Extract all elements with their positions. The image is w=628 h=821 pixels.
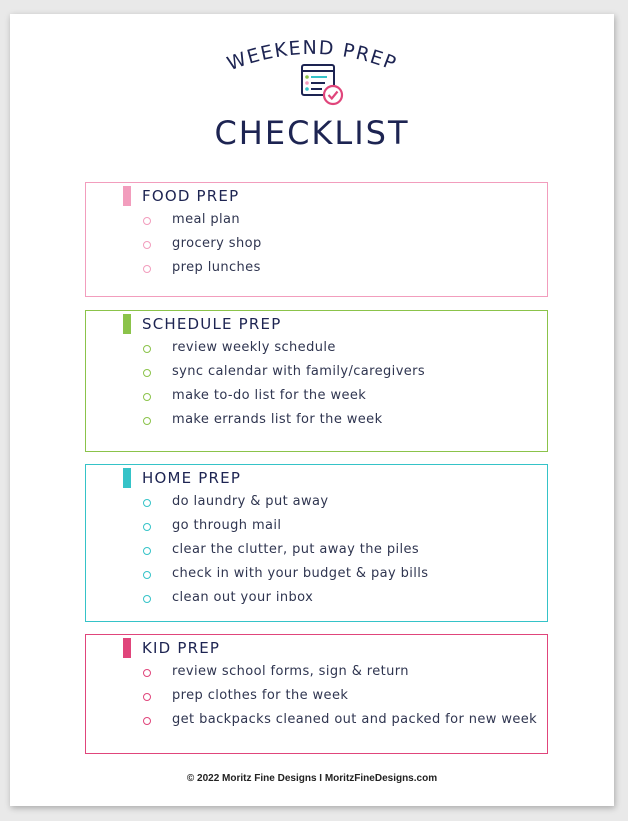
page-title: CHECKLIST (214, 114, 410, 152)
section-title: HOME PREP (142, 469, 242, 487)
checkbox-circle-icon[interactable] (143, 595, 151, 603)
checkbox-circle-icon[interactable] (143, 499, 151, 507)
section-color-tab (123, 468, 131, 488)
section-color-tab (123, 186, 131, 206)
checkbox-circle-icon[interactable] (143, 241, 151, 249)
checkbox-circle-icon[interactable] (143, 417, 151, 425)
section-kid-prep: KID PREP review school forms, sign & return prep clothes for the week get backpacks cleaned out and packed for new week (85, 634, 548, 754)
checkbox-circle-icon[interactable] (143, 369, 151, 377)
checkbox-circle-icon[interactable] (143, 571, 151, 579)
checkbox-circle-icon[interactable] (143, 693, 151, 701)
section-schedule-prep: SCHEDULE PREP review weekly schedule sync calendar with family/caregivers make to-do list for the week make errands list for the week (85, 310, 548, 452)
section-color-tab (123, 638, 131, 658)
section-title: KID PREP (142, 639, 221, 657)
section-title: FOOD PREP (142, 187, 240, 205)
checkbox-circle-icon[interactable] (143, 547, 151, 555)
checkbox-circle-icon[interactable] (143, 717, 151, 725)
checkbox-circle-icon[interactable] (143, 345, 151, 353)
copyright-footer: © 2022 Moritz Fine Designs I MoritzFineDesigns.com (186, 773, 438, 784)
section-title: SCHEDULE PREP (142, 315, 282, 333)
arc-title: WEEKEND PREP (224, 36, 400, 76)
section-food-prep: FOOD PREP meal plan grocery shop prep lunches (85, 182, 548, 297)
checkbox-circle-icon[interactable] (143, 217, 151, 225)
section-home-prep: HOME PREP do laundry & put away go through mail clear the clutter, put away the piles check in with your budget & pay bills clean out your inbox (85, 464, 548, 622)
checklist-page (10, 14, 614, 806)
checklist-browser-icon (300, 62, 346, 108)
checkbox-circle-icon[interactable] (143, 523, 151, 531)
checkbox-circle-icon[interactable] (143, 393, 151, 401)
checkbox-circle-icon[interactable] (143, 669, 151, 677)
checkbox-circle-icon[interactable] (143, 265, 151, 273)
section-color-tab (123, 314, 131, 334)
